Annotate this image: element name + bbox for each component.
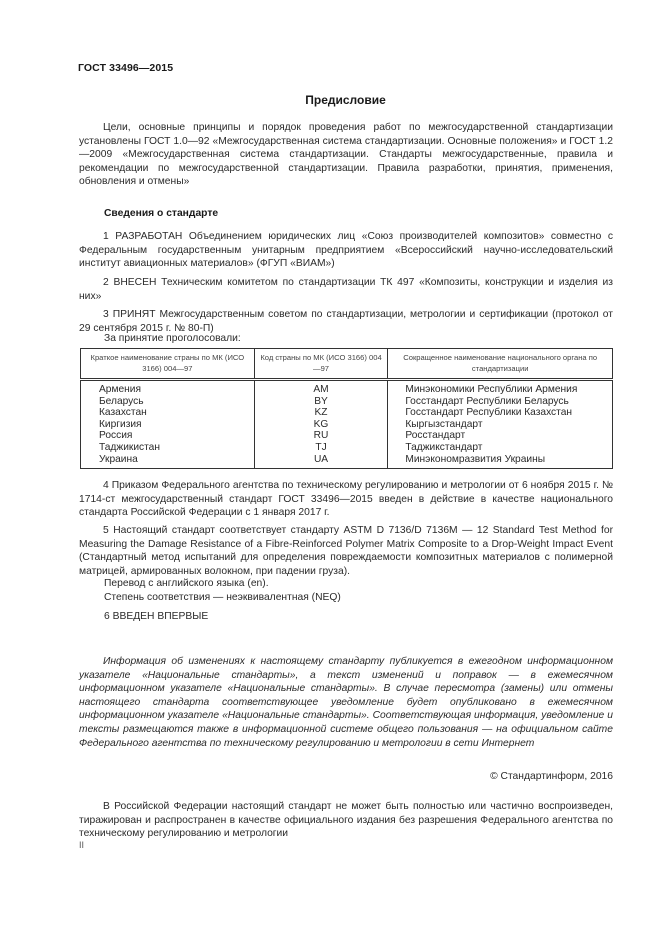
country-code: AM bbox=[254, 380, 388, 396]
country-name: Казахстан bbox=[81, 407, 255, 419]
intro-paragraph: Цели, основные принципы и порядок проведения работ по межгосударственной стандартизации установлены ГОСТ 1.0—92 «Межгосударственная система стандартизации. Основные положения» и ГОСТ 1.2—2009 «Межгосударственная система стандартизации. Стандарты межгосударственные, правила и рекомендации по межгосударственной стандартизации. Правила разработки, принятия, применения, обновления и отмены» bbox=[79, 122, 613, 188]
country-code: RU bbox=[254, 430, 388, 442]
item-developed: 1 РАЗРАБОТАН Объединением юридических лиц «Союз производителей композитов» совместно с Федеральным государственным унитарным предприятием «Всероссийский научно-исследовательский институт авиационных материалов» (ФГУП «ВИАМ») bbox=[79, 231, 613, 270]
country-name: Беларусь bbox=[81, 396, 255, 408]
voted-label: За принятие проголосовали: bbox=[104, 333, 241, 344]
country-code: BY bbox=[254, 396, 388, 408]
page-title: Предисловие bbox=[305, 93, 386, 107]
copyright-line: © Стандартинформ, 2016 bbox=[490, 771, 613, 782]
section-heading: Сведения о стандарте bbox=[104, 208, 219, 219]
country-name: Армения bbox=[81, 380, 255, 396]
table-row bbox=[81, 407, 613, 419]
country-code: UA bbox=[254, 454, 388, 469]
item-first-introduced: 6 ВВЕДЕН ВПЕРВЫЕ bbox=[104, 611, 209, 622]
table-row bbox=[81, 380, 613, 396]
standard-code: ГОСТ 33496—2015 bbox=[78, 62, 174, 74]
table-row bbox=[81, 396, 613, 408]
country-code: TJ bbox=[254, 442, 388, 454]
table-row bbox=[81, 442, 613, 454]
country-name: Украина bbox=[81, 454, 255, 469]
authority-name: Таджикстандарт bbox=[388, 442, 613, 454]
authority-name: Кыргызстандарт bbox=[388, 419, 613, 431]
authority-name: Минэкономики Республики Армения bbox=[388, 380, 613, 396]
country-code: KZ bbox=[254, 407, 388, 419]
country-code: KG bbox=[254, 419, 388, 431]
reproduction-notice: В Российской Федерации настоящий стандарт не может быть полностью или частично воспроизведен, тиражирован и распространен в качестве официального издания без разрешения Федерального агентства по техническому регулированию и метрологии bbox=[79, 801, 613, 840]
authority-name: Госстандарт Республики Казахстан bbox=[388, 407, 613, 419]
item-submitted: 2 ВНЕСЕН Техническим комитетом по стандартизации ТК 497 «Композиты, конструкции и изделия из них» bbox=[79, 277, 613, 302]
page-number: II bbox=[79, 840, 85, 850]
authority-name: Росстандарт bbox=[388, 430, 613, 442]
table-row bbox=[81, 419, 613, 431]
column-header-authority: Сокращенное наименование национального органа по стандартизации bbox=[388, 349, 613, 380]
item-adopted: 3 ПРИНЯТ Межгосударственным советом по стандартизации, метрологии и сертификации (протокол от 29 сентября 2015 г. № 80-П) bbox=[79, 309, 613, 334]
table-row bbox=[81, 454, 613, 469]
degree-note: Степень соответствия — неэквивалентная (NEQ) bbox=[104, 592, 341, 603]
item-correspondence: 5 Настоящий стандарт соответствует стандарту ASTM D 7136/D 7136M — 12 Standard Test Method for Measuring the Damage Resistance of a Fibre-Reinforced Polymer Matrix Composite to a Drop-Weight Impact Event (Стандартный метод испытаний для определения повреждаемости композитных материалов с полимерной матрицей, армированных волокном, при падении груза). bbox=[79, 525, 613, 577]
country-name: Киргизия bbox=[81, 419, 255, 431]
table-header-row bbox=[81, 349, 613, 380]
translation-note: Перевод с английского языка (en). bbox=[104, 578, 269, 589]
column-header-code: Код страны по МК (ИСО 3166) 004—97 bbox=[254, 349, 388, 380]
authority-name: Госстандарт Республики Беларусь bbox=[388, 396, 613, 408]
item-enacted: 4 Приказом Федерального агентства по техническому регулированию и метрологии от 6 ноября 2015 г. № 1714-ст межгосударственный стандарт ГОСТ 33496—2015 введен в действие в качестве национального стандарта Российской Федерации с 1 января 2017 г. bbox=[79, 480, 613, 519]
country-name: Таджикистан bbox=[81, 442, 255, 454]
changes-notice: Информация об изменениях к настоящему стандарту публикуется в ежегодном информационном указателе «Национальные стандарты», а текст изменений и поправок — в ежемесячном информационном указателе «Национальные стандарты». В случае пересмотра (замены) или отмены настоящего стандарта соответствующее уведомление будет опубликовано в ежемесячном информационном указателе «Национальные стандарты». Соответствующая информация, уведомление и тексты размещаются также в информационной системе общего пользования — на официальном сайте Федерального агентства по техническому регулированию и метрологии в сети Интернет bbox=[79, 656, 613, 749]
table-row bbox=[81, 430, 613, 442]
country-name: Россия bbox=[81, 430, 255, 442]
column-header-country: Краткое наименование страны по МК (ИСО 3166) 004—97 bbox=[81, 349, 255, 380]
voting-countries-table bbox=[80, 348, 613, 469]
authority-name: Минэкономразвития Украины bbox=[388, 454, 613, 469]
